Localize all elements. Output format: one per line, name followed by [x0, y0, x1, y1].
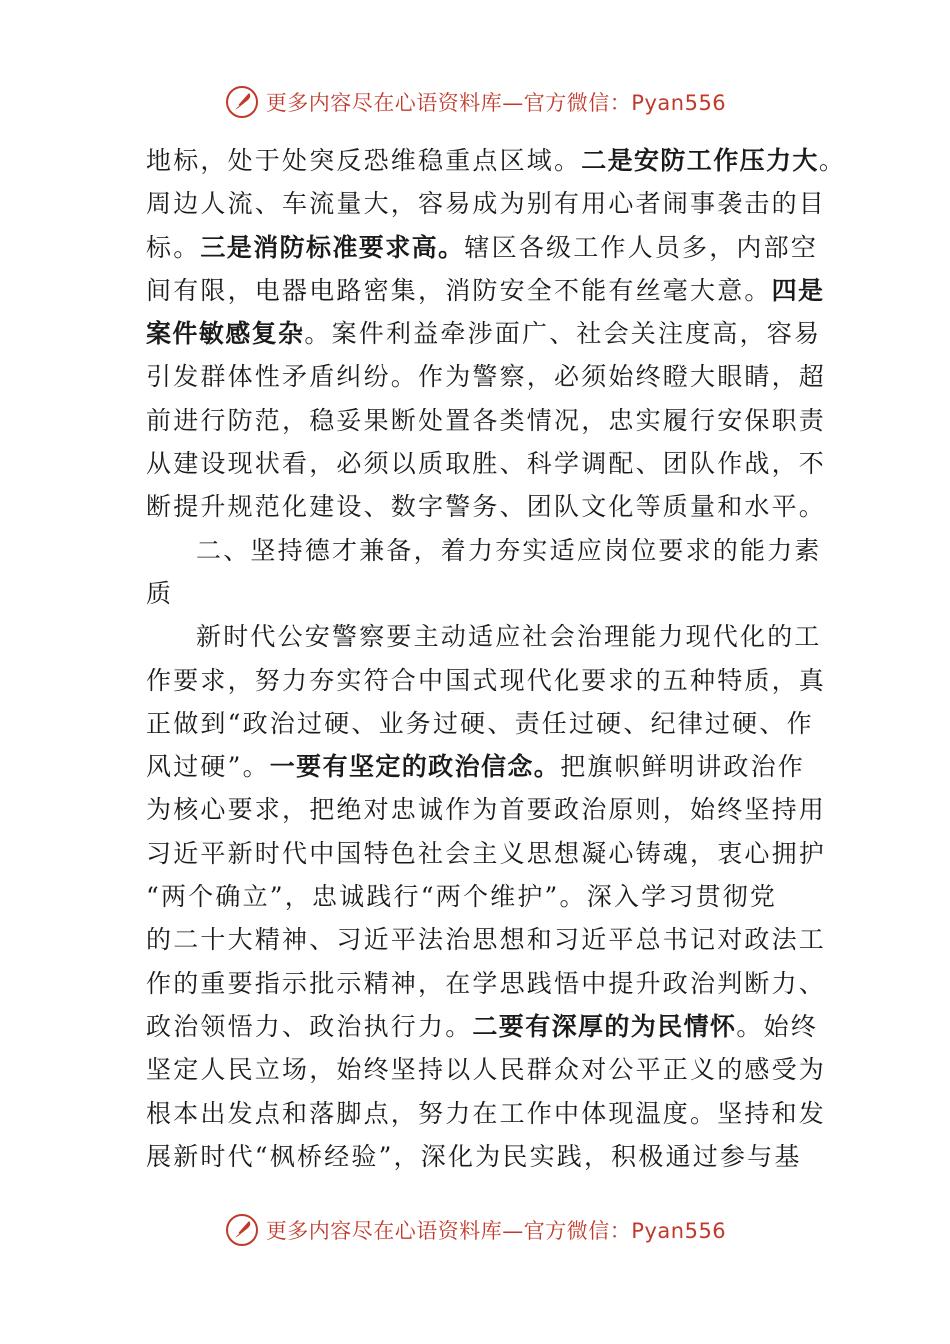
text-segment: 政治领悟力、政治执行力。: [146, 1011, 473, 1041]
feather-pen-logo-icon: [224, 84, 260, 120]
header-banner-text: 更多内容尽在心语资料库—官方微信：Pyan556: [265, 91, 727, 115]
text-segment: 作的重要指示批示精神，在学思践悟中提升政治判断力、: [146, 968, 827, 998]
text-line: [146, 226, 819, 269]
text-segment: 风过硬”。: [146, 752, 270, 782]
bold-phrase: 二要有深厚的为民情怀: [472, 1011, 737, 1041]
text-segment: 地标，处于处突反恐维稳重点区域。: [146, 146, 582, 175]
bold-phrase: 三是消防标准要求高。: [200, 232, 465, 262]
text-segment: 质: [146, 578, 174, 608]
text-segment: 的二十大精神、习近平法治思想和习近平总书记对政法工: [146, 925, 827, 955]
text-segment: 引发群体性矛盾纠纷。作为警察，必须始终瞪大眼睛，超: [146, 362, 827, 392]
text-line: [146, 1005, 819, 1048]
text-line: [146, 182, 827, 225]
text-line: [146, 962, 827, 1005]
feather-pen-logo-icon: [224, 1212, 260, 1248]
text-segment: 新时代公安警察要主动适应社会治理能力现代化的工: [196, 622, 822, 652]
text-segment: 把旗帜鲜明讲政治作: [560, 752, 805, 782]
text-segment: 从建设现状看，必须以质取胜、科学调配、团队作战，不: [146, 449, 827, 479]
text-segment: 间有限，电器电路密集，消防安全不能有丝毫大意。: [146, 275, 772, 305]
text-line: [146, 312, 822, 355]
text-segment: 习近平新时代中国特色社会主义思想凝心铸魂，衷心拥护: [146, 838, 827, 868]
text-segment: “两个确立”，忠诚践行“两个维护”。深入学习贯彻党: [146, 882, 778, 912]
text-segment: 。始终: [736, 1011, 819, 1041]
text-line: [146, 442, 827, 485]
text-line: [146, 918, 827, 961]
text-line: [146, 702, 814, 745]
text-segment: 为核心要求，把绝对忠诚作为首要政治原则，始终坚持用: [146, 795, 827, 825]
text-line: [146, 1048, 827, 1091]
text-line: [146, 269, 825, 312]
text-segment: 断提升规范化建设、数字警务、团队文化等质量和水平。: [146, 492, 827, 522]
bold-phrase: 案件敏感复杂: [146, 319, 305, 349]
bold-phrase: 一要有坚定的政治信念。: [269, 752, 561, 782]
text-line: [146, 659, 827, 702]
document-body: [146, 139, 847, 1178]
text-segment: 展新时代“枫桥经验”，深化为民实践，积极通过参与基: [146, 1141, 802, 1171]
text-segment: 标。: [146, 232, 201, 262]
text-line: [146, 832, 827, 875]
text-line: [146, 615, 822, 658]
text-line: [146, 1092, 827, 1135]
text-segment: 辖区各级工作人员多，内部空: [464, 232, 819, 262]
footer-banner-text: 更多内容尽在心语资料库—官方微信：Pyan556: [265, 1219, 727, 1243]
text-line: [146, 745, 806, 788]
text-line: [146, 529, 822, 572]
text-line: [146, 399, 827, 442]
text-line: [146, 485, 827, 528]
bold-phrase: 二是安防工作压力大: [581, 146, 819, 175]
text-segment: 。: [818, 146, 847, 175]
text-line: [146, 355, 827, 398]
text-line: [146, 139, 847, 182]
text-line: [146, 788, 827, 831]
text-segment: 二、坚持德才兼备，着力夯实适应岗位要求的能力素: [196, 535, 822, 565]
text-segment: 。案件利益牵涉面广、社会关注度高，容易: [304, 319, 822, 349]
text-segment: 正做到“政治过硬、业务过硬、责任过硬、纪律过硬、作: [146, 708, 814, 738]
text-segment: 前进行防范，稳妥果断处置各类情况，忠实履行安保职责: [146, 405, 827, 435]
text-segment: 坚定人民立场，始终坚持以人民群众对公平正义的感受为: [146, 1055, 827, 1085]
text-segment: 周边人流、车流量大，容易成为别有用心者闹事袭击的目: [146, 189, 827, 219]
header-banner: [0, 82, 950, 122]
footer-banner: [0, 1210, 950, 1250]
text-line: [146, 1135, 806, 1178]
bold-phrase: 四是: [771, 275, 825, 305]
text-segment: 根本出发点和落脚点，努力在工作中体现温度。坚持和发: [146, 1098, 827, 1128]
text-line: [146, 572, 806, 615]
text-segment: 作要求，努力夯实符合中国式现代化要求的五种特质，真: [146, 665, 827, 695]
text-line: [146, 875, 806, 918]
